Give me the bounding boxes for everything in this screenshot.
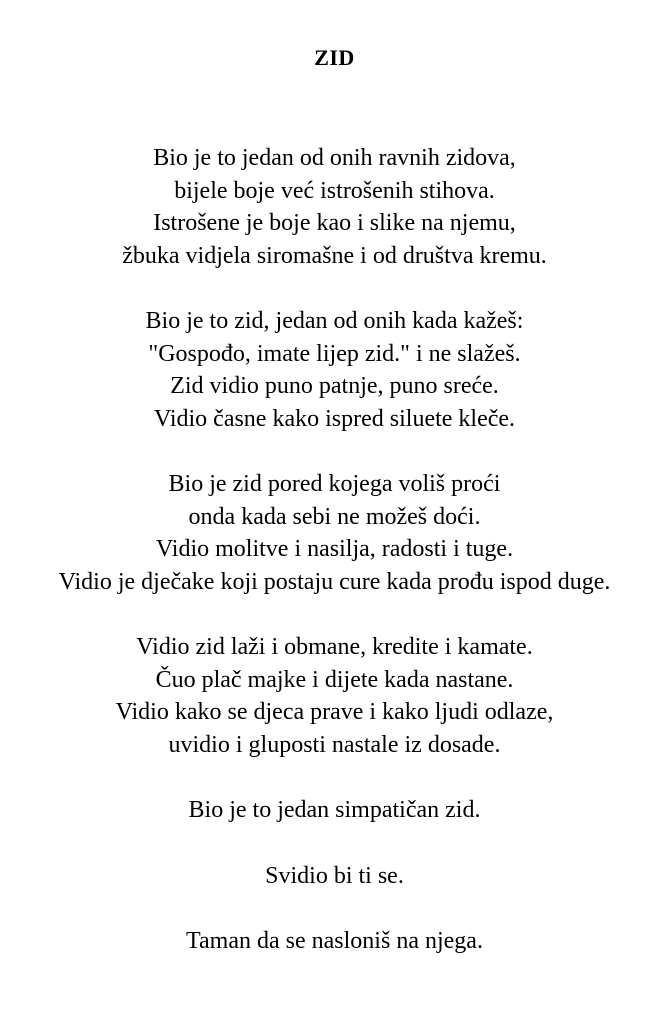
stanza-4 [40,631,629,761]
poem-line: Bio je to jedan simpatičan zid. [188,797,481,823]
poem-line: Taman da se nasloniš na njega. [186,928,483,954]
stanza-2 [40,305,629,435]
poem-line: onda kada sebi ne možeš doći. [188,503,481,530]
stanza-7 [40,925,629,958]
poem-line: Vidio molitve i nasilja, radosti i tuge. [155,536,514,562]
poem-line: žbuka vidjela siromašne i od društva kremu. [122,242,547,269]
stanza-1 [40,142,629,272]
poem-line: Zid vidio puno patnje, puno sreće. [170,373,499,399]
poem-line: Svidio bi ti se. [265,862,404,889]
poem-line: bijele boje već istrošenih stihova. [174,177,495,204]
poem-line: Bio je to jedan od onih ravnih zidova, [153,145,516,171]
poem-body [40,142,629,991]
poem-line: Vidio je dječake koji postaju cure kada prođu ispod duge. [58,568,611,595]
stanza-3 [40,468,629,598]
poem-line: uvidio i gluposti nastale iz dosade. [168,731,501,758]
poem-line: Bio je to zid, jedan od onih kada kažeš: [145,308,524,334]
poem-line: Bio je zid pored kojega voliš proći [168,471,501,497]
poem-title: ZID [314,45,355,70]
poem-line: Istrošene je boje kao i slike na njemu, [153,210,516,236]
poem-line: Vidio časne kako ispred siluete kleče. [153,405,516,432]
stanza-6 [40,860,629,893]
poem-line: Čuo plač majke i dijete kada nastane. [155,666,514,693]
stanza-5 [40,794,629,827]
poem-line: "Gospođo, imate lijep zid." i ne slažeš. [148,340,521,367]
poem-line: Vidio zid laži i obmane, kredite i kamate. [136,634,533,660]
poem-line: Vidio kako se djeca prave i kako ljudi odlaze, [115,699,554,725]
